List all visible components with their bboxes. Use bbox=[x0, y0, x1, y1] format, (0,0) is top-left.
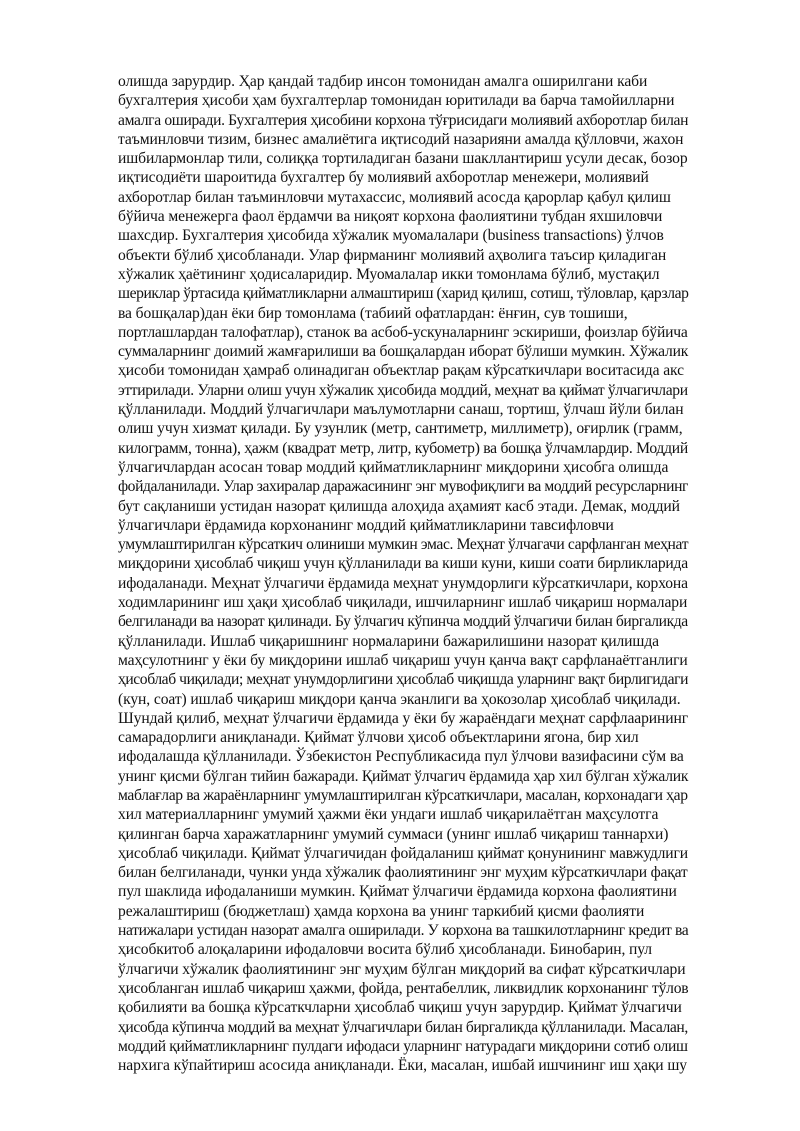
text-line: бўйича менежерга фаол ёрдамчи ва ниқоят корхона фаолиятини тубдан яхшиловчи bbox=[118, 208, 663, 226]
document-page bbox=[118, 72, 688, 1075]
text-line: шахсдир. Бухгалтерия ҳисобида хўжалик муомалалари (business transactions) ўлчов bbox=[118, 227, 664, 245]
text-line: фойдаланилади. Улар захиралар даражасининг энг мувофиқлиги ва моддий ресурсларнинг bbox=[118, 478, 688, 496]
text-line: ифодаланади. Меҳнат ўлчагичи ёрдамида меҳнат унумдорлиги кўрсаткичлари, корхона bbox=[118, 574, 688, 592]
text-line: билан белгиланади, чунки унда хўжалик фаолиятининг энг муҳим кўрсаткичлари фақат bbox=[118, 864, 688, 882]
text-line: қўлланилади. Моддий ўлчагичлари маълумотларни санаш, тортиш, ўлчаш йўли билан bbox=[118, 401, 684, 419]
text-line: олиш учун хизмат қилади. Бу узунлик (метр, сантиметр, миллиметр), оғирлик (грамм, bbox=[118, 420, 683, 438]
text-line: портлашлардан талофатлар), станок ва асбоб-ускуналарнинг эскириши, фоизлар бўйича bbox=[118, 323, 688, 341]
text-line: маҳсулотнинг у ёки бу миқдорини ишлаб чиқариш учун қанча вақт сарфланаётганлиги bbox=[118, 651, 688, 669]
text-line: ахборотлар билан таъминловчи мутахассис, молиявий асосда қарорлар қабул қилиш bbox=[118, 188, 671, 206]
text-line: маблағлар ва жараёнларнинг умумлаштирилган кўрсаткичлари, масалан, корхонадаги ҳар bbox=[118, 786, 688, 804]
text-line: миқдорини ҳисоблаб чиқиш учун қўлланилади ва киши куни, киши соати бирликларида bbox=[118, 555, 688, 573]
text-line: ҳисоблаб чиқилади. Қиймат ўлчагичидан фойдаланиш қиймат қонунининг мавжудлиги bbox=[118, 844, 688, 862]
text-line: ходимларининг иш ҳақи ҳисоблаб чиқилади, ишчиларнинг ишлаб чиқариш нормалари bbox=[118, 594, 688, 612]
text-line: ҳисобланган ишлаб чиқариш ҳажми, фойда, рентабеллик, ликвидлик корхонанинг тўлов bbox=[118, 979, 689, 997]
text-line: ва бошқалар)дан ёки бир томонлама (табиий офатлардан: ёнғин, сув тошиши, bbox=[118, 304, 628, 322]
text-line: белгиланади ва назорат қилинади. Бу ўлчагич кўпинча моддий ўлчагичи билан биргаликда bbox=[118, 613, 688, 631]
text-line: иқтисодиёти шароитида бухгалтер бу молиявий ахборотлар менежери, молиявий bbox=[118, 169, 649, 187]
text-line: ҳисоблаб чиқилади; меҳнат унумдорлигини ҳисоблаб чиқишда уларнинг вақт бирлигидаги bbox=[118, 671, 689, 689]
text-line: умумлаштирилган кўрсаткич олиниши мумкин эмас. Меҳнат ўлчагачи сарфланган меҳнат bbox=[118, 536, 689, 554]
text-line: амалга оширади. Бухгалтерия ҳисобини корхона тўғрисидаги молиявий ахборотлар билан bbox=[118, 111, 689, 129]
text-line: таъминловчи тизим, бизнес амалиётига иқтисодий назарияни амалда қўлловчи, жахон bbox=[118, 130, 684, 148]
text-line: эттирилади. Уларни олиш учун хўжалик ҳисобида моддий, меҳнат ва қиймат ўлчагичлари bbox=[118, 381, 688, 399]
text-line: қобилияти ва бошқа кўрсаткчларни ҳисоблаб чиқиш учун зарурдир. Қиймат ўлчагичи bbox=[118, 999, 682, 1017]
text-line: ҳисоби томонидан ҳамраб олинадиган объектлар рақам кўрсаткичлари воситасида акс bbox=[118, 362, 684, 380]
text-line: бухгалтерия ҳисоби ҳам бухгалтерлар томонидан юритилади ва барча тамойилларни bbox=[118, 92, 675, 110]
text-line: бут сақланиши устидан назорат қилишда алоҳида аҳамият касб этади. Демак, моддий bbox=[118, 497, 680, 515]
text-line: ҳисобда кўпинча моддий ва меҳнат ўлчагичлари билан биргаликда қўлланилади. Масалан, bbox=[118, 1018, 688, 1036]
text-line: режалаштириш (бюджетлаш) ҳамда корхона ва унинг таркибий қисми фаолияти bbox=[118, 902, 645, 920]
text-line: суммаларнинг доимий жамғарилиши ва бошқалардан иборат бўлиши мумкин. Хўжалик bbox=[118, 343, 689, 361]
text-line: ишбилармонлар тили, солиққа тортиладиган базани шакллантириш усули десак, бозор bbox=[118, 150, 688, 168]
text-line: ифодалашда қўлланилади. Ўзбекистон Республикасида пул ўлчови вазифасини сўм ва bbox=[118, 748, 684, 766]
text-line: шериклар ўртасида қийматликларни алмаштириш (харид қилиш, сотиш, тўловлар, қарзлар bbox=[118, 285, 689, 303]
text-line: моддий қийматликларнинг пулдаги ифодаси уларнинг натурадаги миқдорини сотиб олиш bbox=[118, 1037, 688, 1055]
text-line: (кун, соат) ишлаб чиқариш миқдори қанча эканлиги ва ҳокозолар ҳисоблаб чиқилади. bbox=[118, 690, 681, 708]
text-line: хил материалларнинг умумий ҳажми ёки ундаги ишлаб чиқарилаётган маҳсулотга bbox=[118, 806, 659, 824]
text-line: хўжалик ҳаётининг ҳодисаларидир. Муомалалар икки томонлама бўлиб, мустақил bbox=[118, 265, 660, 283]
text-line: пул шаклида ифодаланиши мумкин. Қиймат ўлчагичи ёрдамида корхона фаолиятини bbox=[118, 883, 677, 901]
text-line: қўлланилади. Ишлаб чиқаришнинг нормаларини бажарилишини назорат қилишда bbox=[118, 632, 659, 650]
text-line: килограмм, тонна), ҳажм (квадрат метр, литр, кубометр) ва бошқа ўлчамлардир. Моддий bbox=[118, 439, 688, 457]
text-line: ўлчагичлардан асосан товар моддий қийматликларнинг миқдорини ҳисобга олишда bbox=[118, 458, 669, 476]
text-line: олишда зарурдир. Ҳар қандай тадбир инсон томонидан амалга оширилгани каби bbox=[118, 73, 648, 90]
text-line: ҳисобкитоб алоқаларини ифодаловчи восита бўлиб ҳисобланади. Бинобарин, пул bbox=[118, 941, 652, 959]
text-line: Шундай қилиб, меҳнат ўлчагичи ёрдамида у ёки бу жараёндаги меҳнат сарфлаарининг bbox=[118, 709, 689, 727]
text-line: унинг қисми бўлган тийин бажаради. Қиймат ўлчагич ёрдамида ҳар хил бўлган хўжалик bbox=[118, 767, 689, 785]
text-line: қилинган барча харажатларнинг умумий суммаси (унинг ишлаб чиқариш таннархи) bbox=[118, 825, 669, 843]
text-line: натижалари устидан назорат амалга оширилади. У корхона ва ташкилотларнинг кредит ва bbox=[118, 922, 689, 940]
text-line: объекти бўлиб ҳисобланади. Улар фирманинг молиявий аҳволига таъсир қиладиган bbox=[118, 246, 667, 264]
text-line: самарадорлиги аниқланади. Қиймат ўлчови ҳисоб объектларини ягона, бир хил bbox=[118, 729, 639, 747]
text-line: ўлчагичлари ёрдамида корхонанинг моддий қийматликларини тавсифловчи bbox=[118, 516, 614, 534]
text-line: нархига кўпайтириш асосида аниқланади. Ёки, масалан, ишбай ишчининг иш ҳақи шу bbox=[118, 1057, 687, 1075]
text-line: ўлчагичи хўжалик фаолиятининг энг муҳим бўлган миқдорий ва сифат кўрсаткичлари bbox=[118, 960, 686, 978]
